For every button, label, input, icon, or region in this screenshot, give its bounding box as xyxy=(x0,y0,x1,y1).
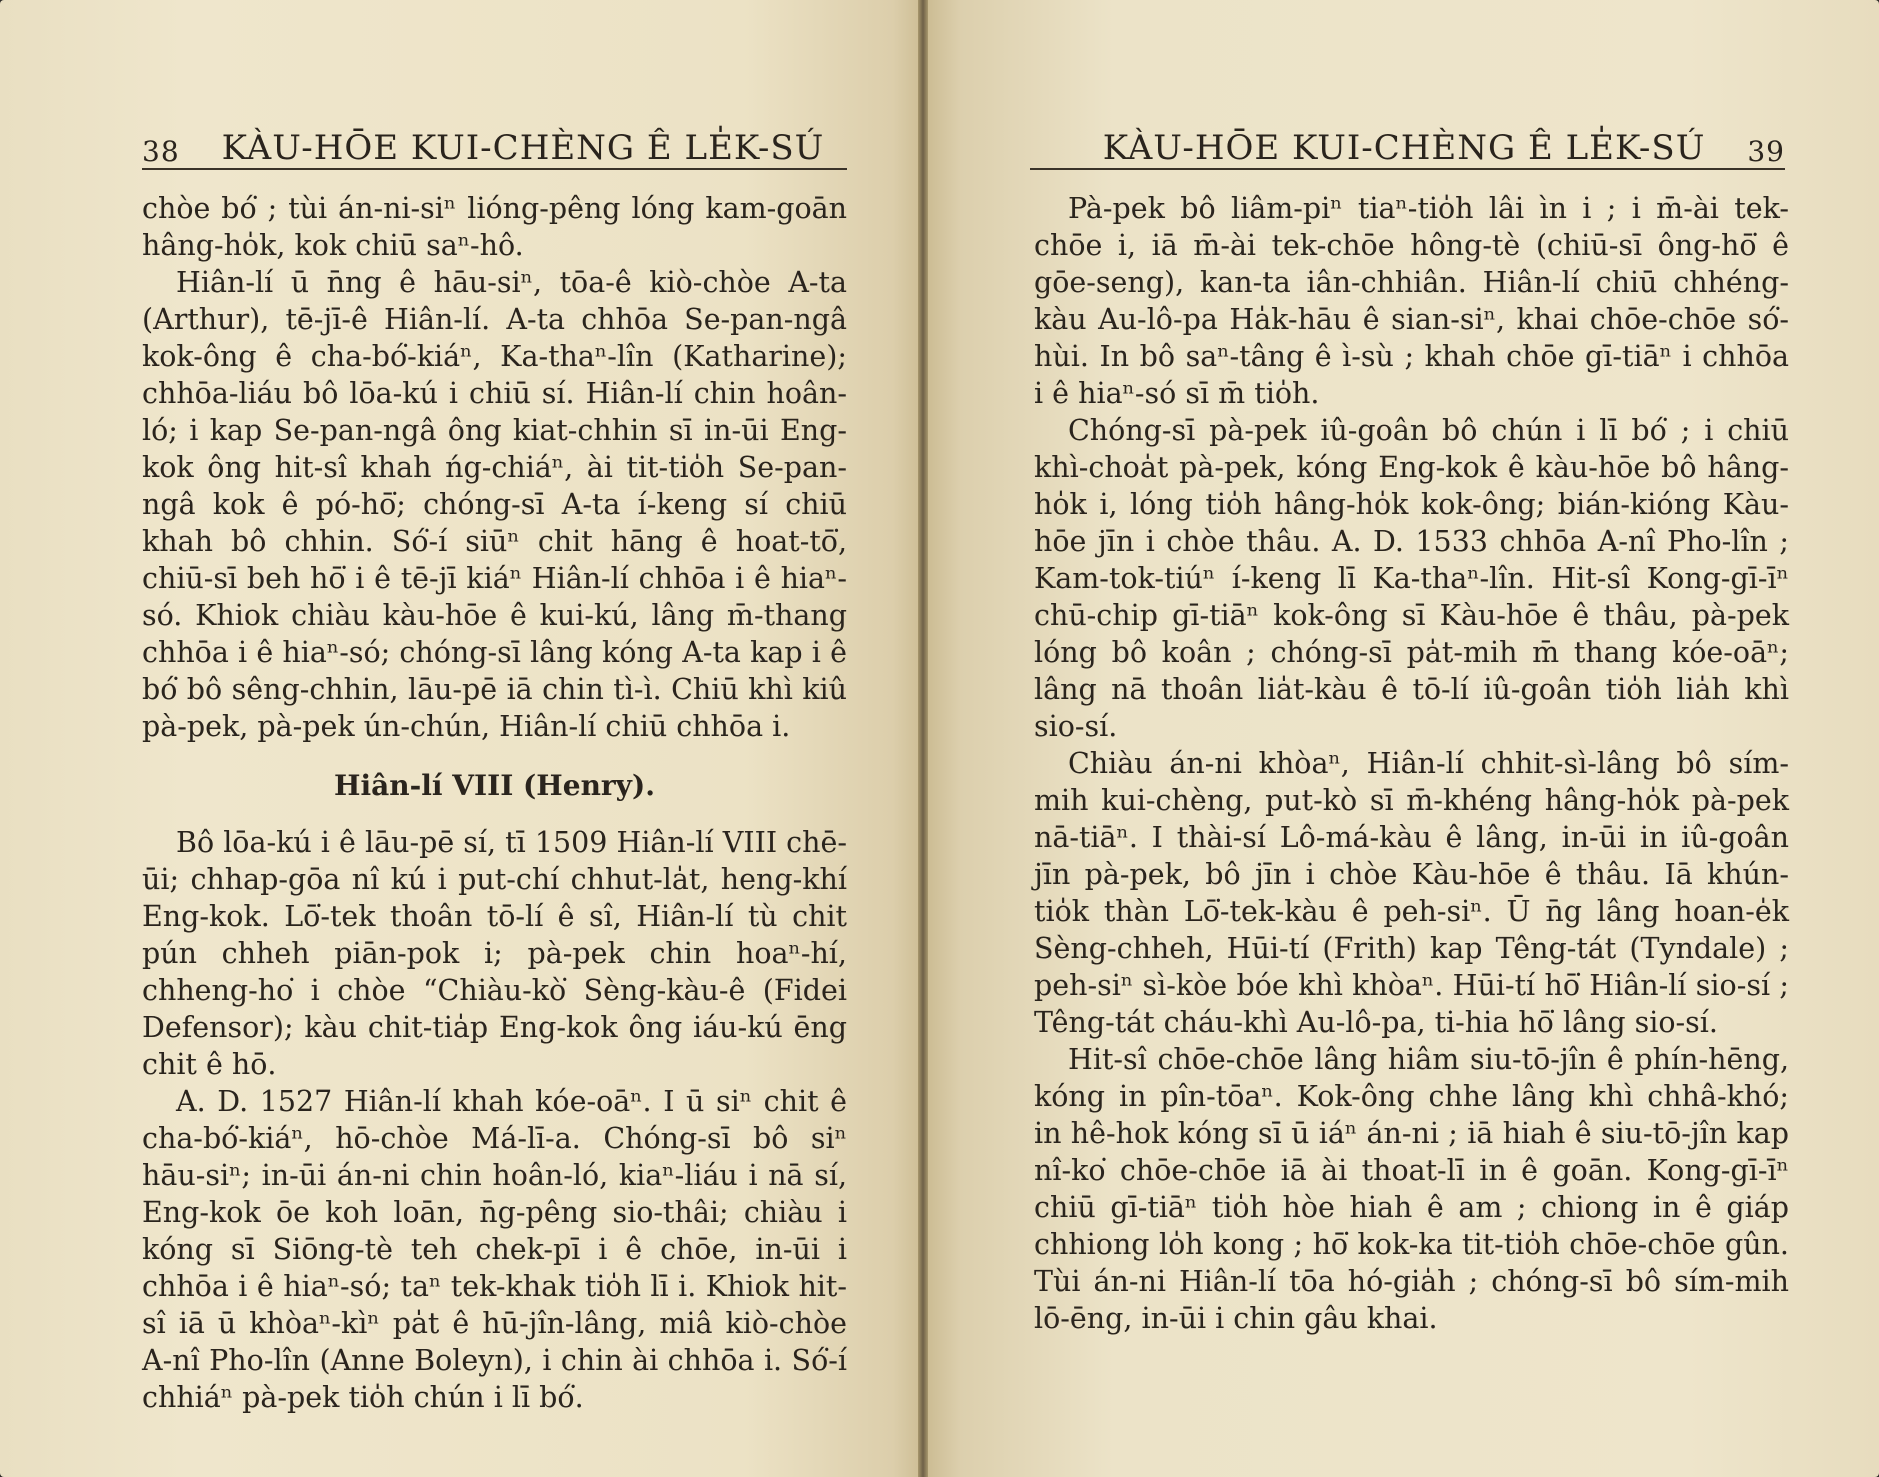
left-page xyxy=(0,0,930,1477)
paragraph: Hiân-lí ū n̄ng ê hāu-siⁿ, tōa-ê kiò-chòe A-ta (Arthur), tē-jī-ê Hiân-lí. A-ta chhōa Se-pan-ngâ kok-ông ê cha-bó͘-kiáⁿ, Ka-thaⁿ-lîn (Katharine); chhōa-liáu bô lōa-kú i chiū sí. Hiân-lí chin hoân-ló; i kap Se-pan-ngâ ông kiat-chhin sī in-ūi Eng-kok ông hit-sî khah ńg-chiáⁿ, ài tit-tio̍h Se-pan-ngâ kok ê pó-hō͘; chóng-sī A-ta í-keng sí chiū khah bô chhin. Só͘-í siūⁿ chit hāng ê hoat-tō͘, chiū-sī beh hō͘ i ê tē-jī kiáⁿ Hiân-lí chhōa i ê hiaⁿ-só. Khiok chiàu kàu-hōe ê kui-kú, lâng m̄-thang chhōa i ê hiaⁿ-só; chóng-sī lâng kóng A-ta kap i ê bó͘ bô sêng-chhin, lāu-pē iā chin tì-ì. Chiū khì kiû pà-pek, pà-pek ún-chún, Hiân-lí chiū chhōa i. xyxy=(142,266,847,743)
page-number: 38 xyxy=(142,135,180,168)
running-head: KÀU-HŌE KUI-CHÈNG Ê LE̍K-SÚ xyxy=(221,128,825,168)
right-page-body xyxy=(1034,190,1789,1337)
paragraph: Chiàu án-ni khòaⁿ, Hiân-lí chhit-sì-lâng bô sím-mih kui-chèng, put-kò sī m̄-khéng hâng-ho̍k pà-pek nā-tiāⁿ. I thài-sí Lô-má-kàu ê lâng, in-ūi in iû-goân jīn pà-pek, bô jīn i chòe Kàu-hōe ê thâu. Iā khún-tio̍k thàn Lō͘-tek-kàu ê peh-siⁿ. Ū n̄g lâng hoan-e̍k Sèng-chheh, Hūi-tí (Frith) kap Têng-tát (Tyndale) ; peh-siⁿ sì-kòe bóe khì khòaⁿ. Hūi-tí hō͘ Hiân-lí sio-sí ; Têng-tát cháu-khì Au-lô-pa, ti-hia hō͘ lâng sio-sí. xyxy=(1034,747,1789,1039)
running-head: KÀU-HŌE KUI-CHÈNG Ê LE̍K-SÚ xyxy=(1102,128,1706,168)
paragraph: Hit-sî chōe-chōe lâng hiâm siu-tō-jîn ê phín-hēng, kóng in pîn-tōaⁿ. Kok-ông chhe lâng khì chhâ-khó; in hê-hok kóng sī ū iáⁿ án-ni ; iā hiah ê siu-tō-jîn kap nî-ko͘ chōe-chōe iā ài thoat-lī in ê goān. Kong-gī-īⁿ chiū gī-tiāⁿ tio̍h hòe hiah ê am ; chiong in ê giáp chhiong lo̍h kong ; hō͘ kok-ka tit-tio̍h chōe-chōe gûn. Tùi án-ni Hiân-lí tōa hó-gia̍h ; chóng-sī bô sím-mih lō-ēng, in-ūi i chin gâu khai. xyxy=(1034,1043,1789,1335)
paragraph: chòe bó͘ ; tùi án-ni-siⁿ lióng-pêng lóng kam-goān hâng-ho̍k, kok chiū saⁿ-hô. xyxy=(142,192,847,262)
right-page xyxy=(922,0,1879,1477)
left-page-header xyxy=(142,118,847,170)
book-gutter xyxy=(918,0,928,1477)
page-number: 39 xyxy=(1747,135,1785,168)
paragraph: Pà-pek bô liâm-piⁿ tiaⁿ-tio̍h lâi ìn i ; i m̄-ài tek-chōe i, iā m̄-ài tek-chōe hông-tè (chiū-sī ông-hō͘ ê gōe-seng), kan-ta iân-chhiân. Hiân-lí chiū chhéng-kàu Au-lô-pa Ha̍k-hāu ê sian-siⁿ, khai chōe-chōe só͘-hùi. In bô saⁿ-tâng ê ì-sù ; khah chōe gī-tiāⁿ i chhōa i ê hiaⁿ-só sī m̄ tio̍h. xyxy=(1034,192,1789,410)
paragraph: Chóng-sī pà-pek iû-goân bô chún i lī bó͘ ; i chiū khì-choa̍t pà-pek, kóng Eng-kok ê kàu-hōe bô hâng-ho̍k i, lóng tio̍h hâng-ho̍k kok-ông; bián-kióng Kàu-hōe jīn i chòe thâu. A. D. 1533 chhōa A-nî Pho-lîn ; Kam-tok-tiúⁿ í-keng lī Ka-thaⁿ-lîn. Hit-sî Kong-gī-īⁿ chū-chip gī-tiāⁿ kok-ông sī Kàu-hōe ê thâu, pà-pek lóng bô koân ; chóng-sī pa̍t-mih m̄ thang kóe-oāⁿ; lâng nā thoân lia̍t-kàu ê tō-lí iû-goân tio̍h lia̍h khì sio-sí. xyxy=(1034,414,1789,743)
section-heading: Hiân-lí VIII (Henry). xyxy=(334,769,655,802)
right-page-header xyxy=(1030,118,1785,170)
paragraph: Bô lōa-kú i ê lāu-pē sí, tī 1509 Hiân-lí VIII chē-ūi; chhap-gōa nî kú i put-chí chhut-la̍t, heng-khí Eng-kok. Lō͘-tek thoân tō-lí ê sî, Hiân-lí tù chit pún chheh piān-pok i; pà-pek chin hoaⁿ-hí, chheng-ho͘ i chòe “Chiàu-kò͘ Sèng-kàu-ê (Fidei Defensor); kàu chit-tia̍p Eng-kok ông iáu-kú ēng chit ê hō. xyxy=(142,826,847,1081)
paragraph: A. D. 1527 Hiân-lí khah kóe-oāⁿ. I ū siⁿ chit ê cha-bó͘-kiáⁿ, hō-chòe Má-lī-a. Chóng-sī bô siⁿ hāu-siⁿ; in-ūi án-ni chin hoân-ló, kiaⁿ-liáu i nā sí, Eng-kok ōe koh loān, n̄g-pêng sio-thâi; chiàu i kóng sī Siōng-tè teh chek-pī i ê chōe, in-ūi i chhōa i ê hiaⁿ-só; taⁿ tek-khak tio̍h lī i. Khiok hit-sî iā ū khòaⁿ-kìⁿ pa̍t ê hū-jîn-lâng, miâ kiò-chòe A-nî Pho-lîn (Anne Boleyn), i chin ài chhōa i. Só͘-í chhiáⁿ pà-pek tio̍h chún i lī bó͘. xyxy=(142,1085,847,1414)
left-page-body xyxy=(142,190,847,1416)
